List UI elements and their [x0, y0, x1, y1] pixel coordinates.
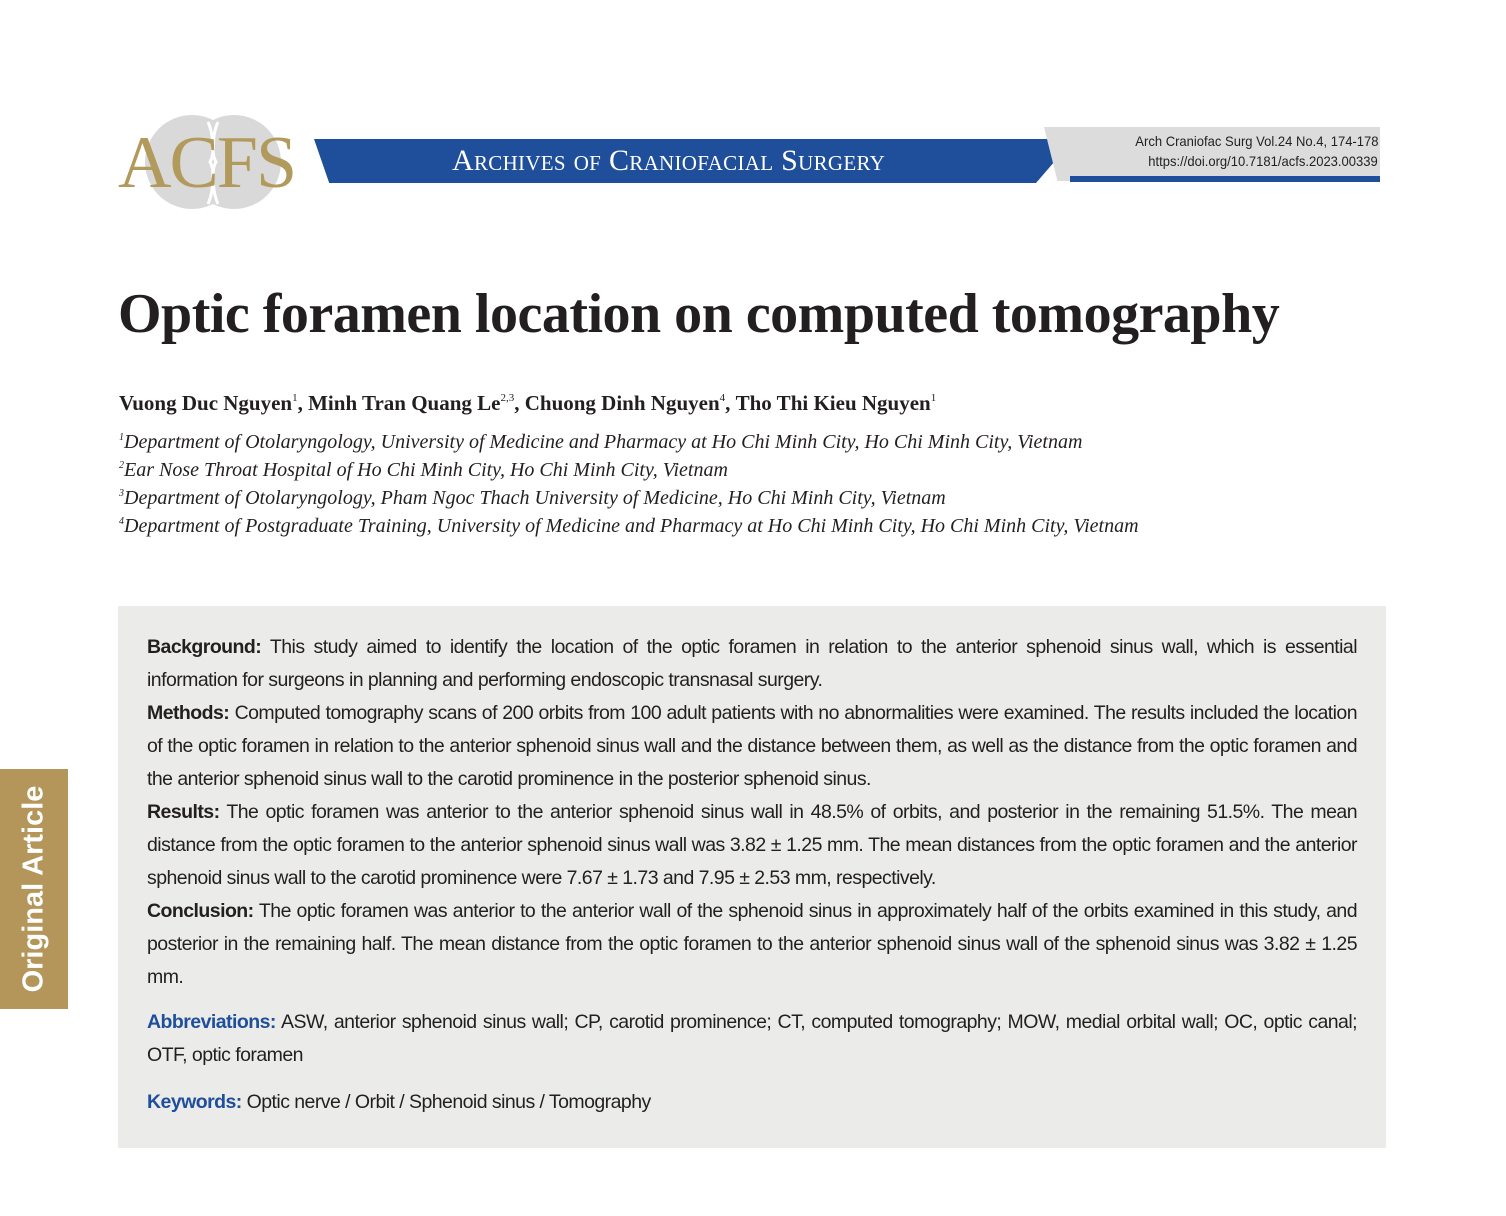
author-separator: , [514, 391, 525, 415]
results-label: Results: [147, 801, 220, 823]
affiliation-item [119, 456, 1139, 484]
affiliation-sup: 4 [119, 516, 124, 527]
results-text: The optic foramen was anterior to the anterior sphenoid sinus wall in 48.5% of orbits, and posterior in the remaining 51.5%. The mean distance from the optic foramen to the anterior sphenoid sinus wall was 3.82 ± 1.25 mm. The mean distances from the optic foramen and the anterior sphenoid sinus wall to the carotid prominence were 7.67 ± 1.73 and 7.95 ± 2.53 mm, respectively. [147, 801, 1357, 889]
keywords [147, 1086, 1357, 1119]
conclusion-label: Conclusion: [147, 900, 254, 922]
affiliation-list [119, 428, 1139, 540]
affiliation-sup: 1 [119, 432, 124, 443]
journal-title: Archives of Craniofacial Surgery [452, 144, 886, 177]
journal-logo [112, 112, 312, 212]
author-affiliation-sup: 4 [719, 392, 726, 404]
abstract-background [147, 631, 1357, 697]
author-name: Minh Tran Quang Le [308, 391, 501, 415]
methods-text: Computed tomography scans of 200 orbits from 100 adult patients with no abnormalities were examined. The results included the location of the optic foramen in relation to the anterior sphenoid sinus wall and the distance between them, as well as the distance from the optic foramen and the anterior sphenoid sinus wall to the carotid prominence in the posterior sphenoid sinus. [147, 702, 1358, 790]
affiliation-item [119, 428, 1139, 456]
methods-label: Methods: [147, 702, 230, 724]
author-affiliation-sup: 1 [930, 392, 937, 404]
affiliation-item [119, 512, 1139, 540]
abstract-conclusion [147, 895, 1357, 994]
abstract-results [147, 796, 1357, 895]
affiliation-text: Department of Postgraduate Training, University of Medicine and Pharmacy at Ho Chi Minh City, Ho Chi Minh City, Vietnam [124, 515, 1139, 537]
affiliation-text: Department of Otolaryngology, Pham Ngoc Thach University of Medicine, Ho Chi Minh City, Vietnam [124, 487, 946, 509]
author-name: Chuong Dinh Nguyen [524, 391, 720, 415]
article-type-tab [0, 769, 68, 1009]
doi-link[interactable]: https://doi.org/10.7181/acfs.2023.00339 [1148, 153, 1378, 169]
keywords-label: Keywords: [147, 1091, 242, 1113]
author-list [119, 391, 936, 416]
author-name: Vuong Duc Nguyen [119, 391, 293, 415]
conclusion-text: The optic foramen was anterior to the anterior wall of the sphenoid sinus in approximately half of the orbits examined in this study, and posterior in the remaining half. The mean distance from the optic foramen to the anterior sphenoid sinus wall of the sphenoid sinus was 3.82 ± 1.25 mm. [147, 900, 1357, 988]
background-label: Background: [147, 636, 262, 658]
affiliation-text: Ear Nose Throat Hospital of Ho Chi Minh City, Ho Chi Minh City, Vietnam [124, 459, 728, 481]
author-affiliation-sup: 2,3 [500, 392, 515, 404]
article-type-label: Original Article [17, 785, 50, 993]
logo-text: ACFS [118, 122, 296, 204]
abbreviations-label: Abbreviations: [147, 1011, 276, 1033]
keywords-text: Optic nerve / Orbit / Sphenoid sinus / Tomography [246, 1091, 651, 1113]
affiliation-sup: 2 [119, 460, 124, 471]
abbreviations-text: ASW, anterior sphenoid sinus wall; CP, carotid prominence; CT, computed tomography; MOW, medial orbital wall; OC, optic canal; OTF, optic foramen [147, 1011, 1357, 1066]
background-text: This study aimed to identify the location of the optic foramen in relation to the anterior sphenoid sinus wall, which is essential information for surgeons in planning and performing endoscopic transnasal surgery. [147, 636, 1358, 691]
author-name: Tho Thi Kieu Nguyen [735, 391, 931, 415]
abstract-methods [147, 697, 1357, 796]
citation-underline [1070, 176, 1380, 182]
abstract-box [118, 606, 1386, 1148]
article-title: Optic foramen location on computed tomography [118, 283, 1280, 345]
citation-text: Arch Craniofac Surg Vol.24 No.4, 174-178 [1134, 133, 1378, 149]
author-affiliation-sup: 1 [292, 392, 298, 404]
author-separator: , [297, 391, 309, 415]
affiliation-sup: 3 [119, 488, 124, 499]
author-separator: , [725, 391, 736, 415]
abbreviations [147, 1006, 1357, 1072]
affiliation-text: Department of Otolaryngology, University of Medicine and Pharmacy at Ho Chi Minh City, Ho Chi Minh City, Vietnam [124, 431, 1083, 453]
affiliation-item [119, 484, 1139, 512]
